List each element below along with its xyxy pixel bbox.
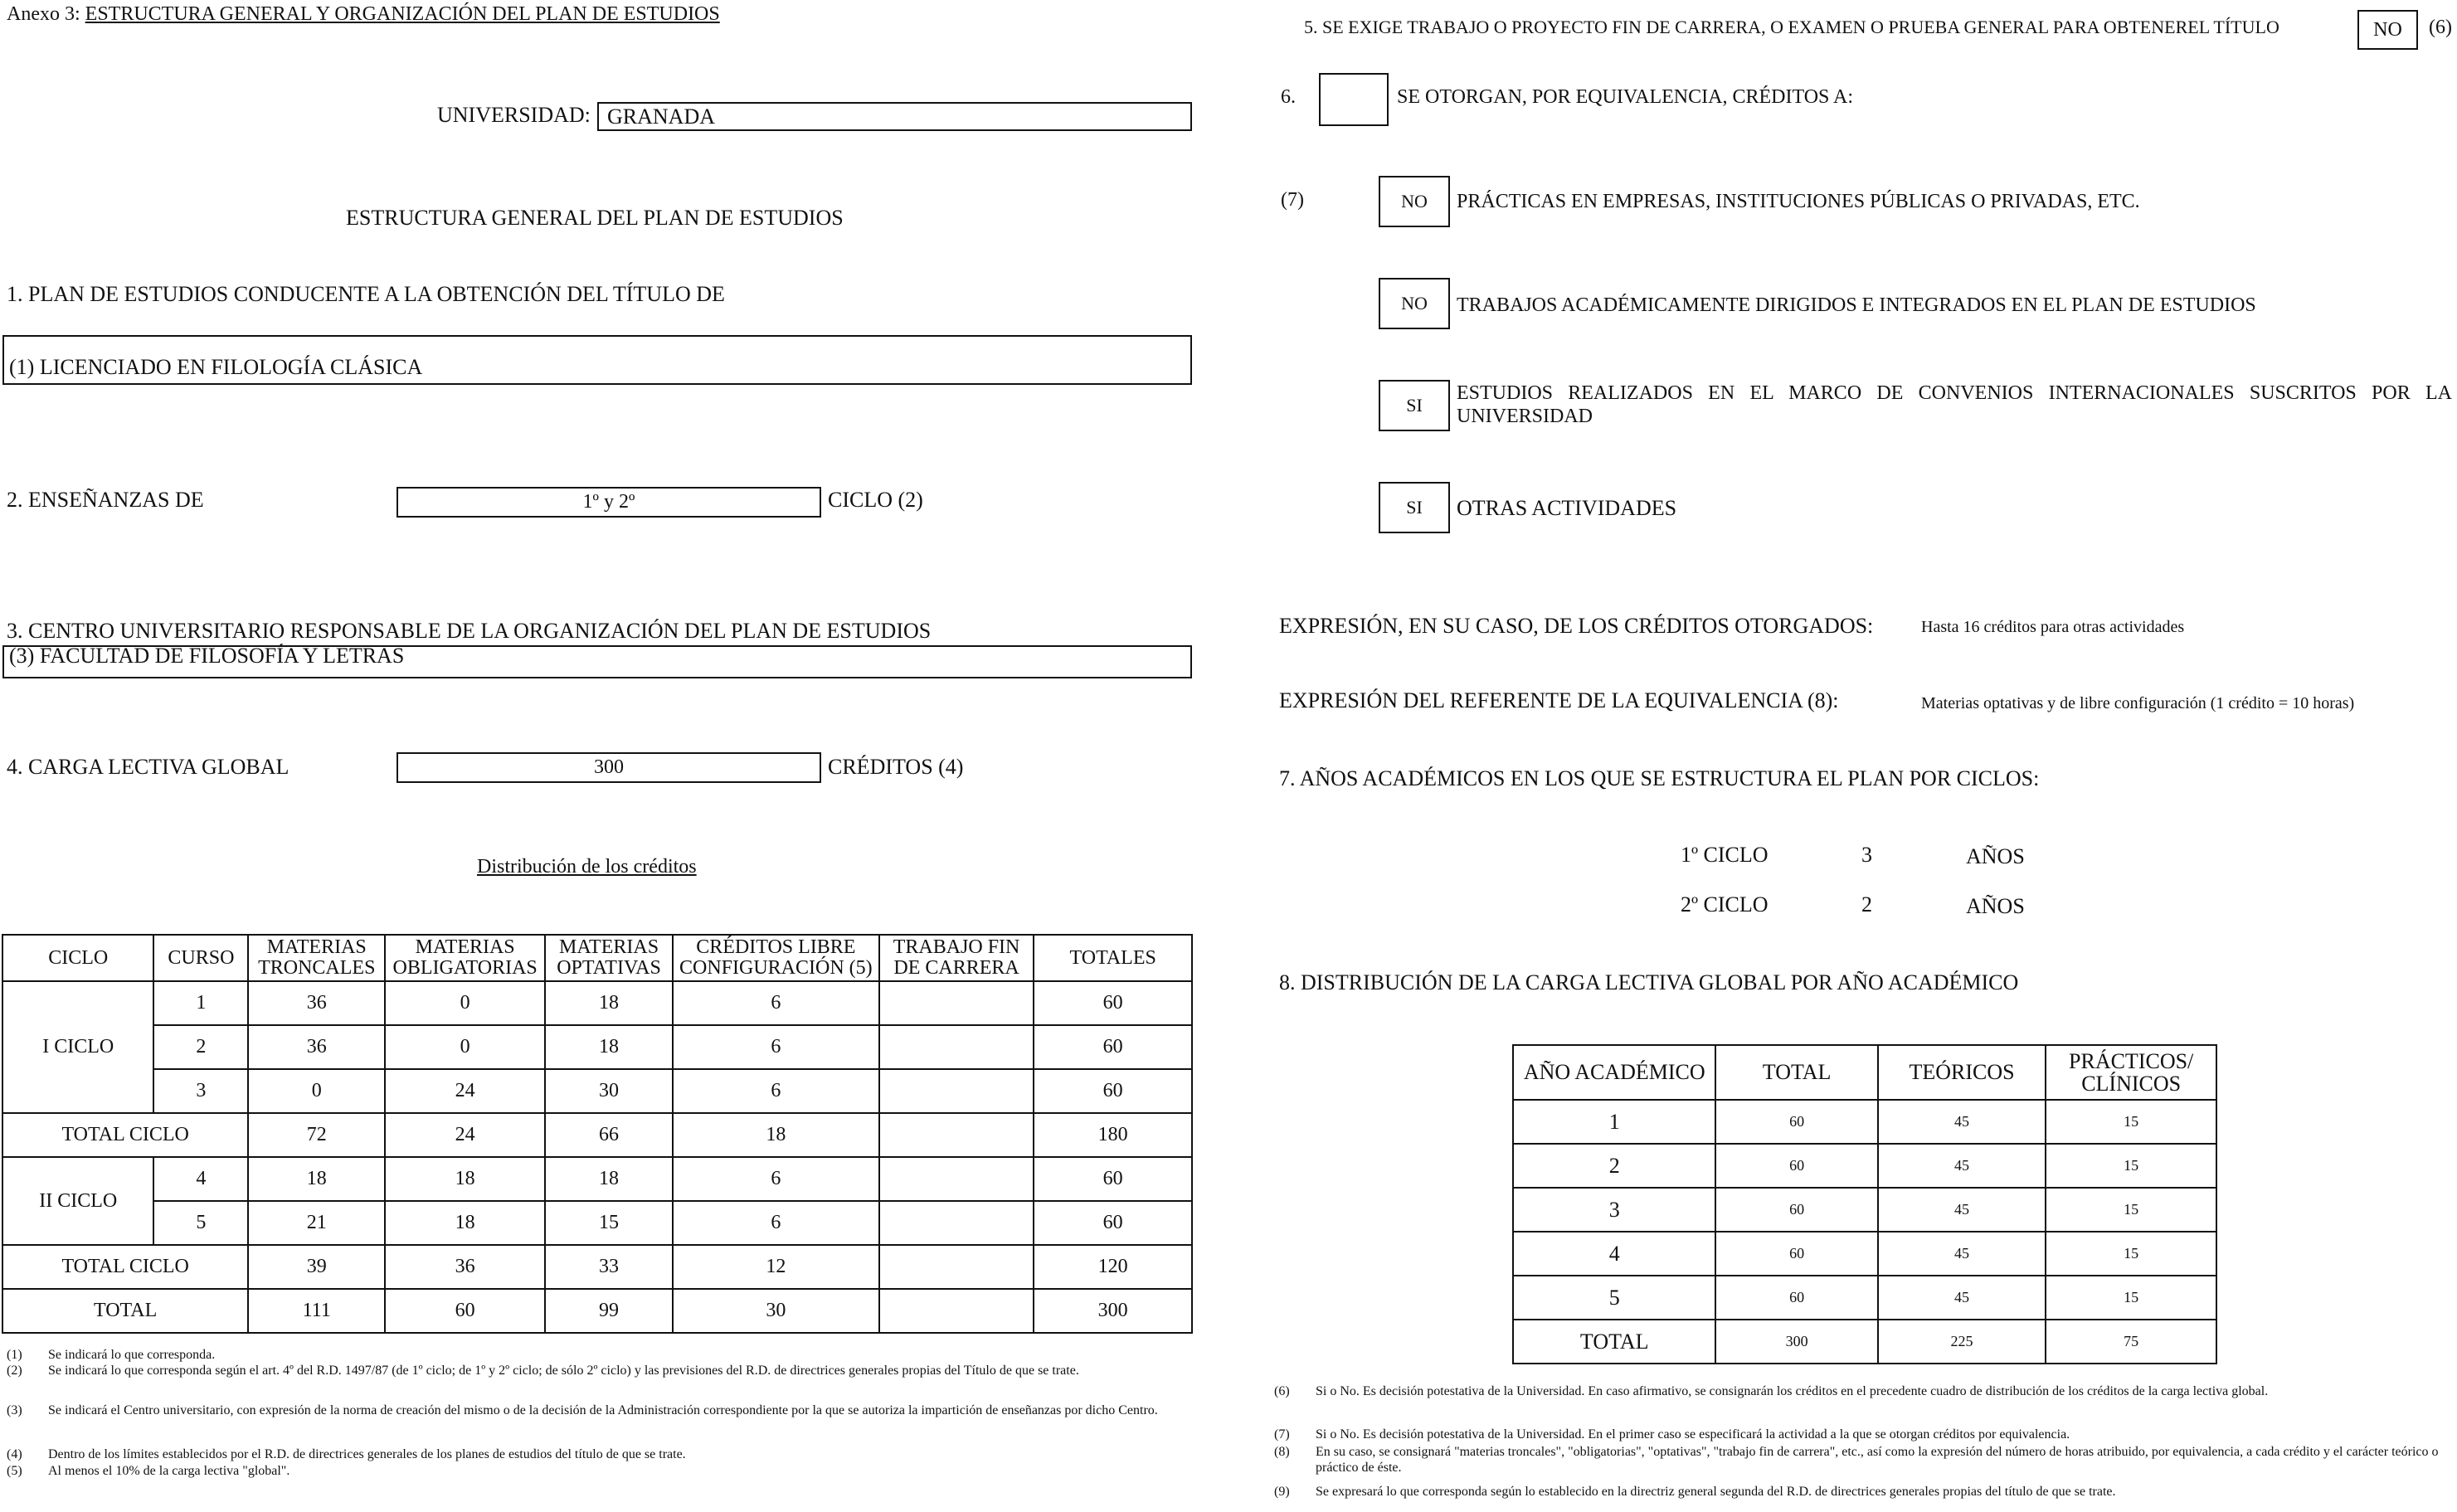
cell: 18	[545, 981, 673, 1025]
cycle-2-name: 2º CICLO	[1681, 892, 1769, 916]
section-title: ESTRUCTURA GENERAL DEL PLAN DE ESTUDIOS	[346, 206, 844, 230]
cell: 18	[545, 1025, 673, 1069]
cell: 45	[1878, 1144, 2046, 1188]
cell: 45	[1878, 1276, 2046, 1320]
cell: 60	[1715, 1100, 1877, 1144]
table-header-row	[1513, 1045, 2216, 1100]
col-ano-academico: AÑO ACADÉMICO	[1513, 1045, 1715, 1100]
cell: 45	[1878, 1100, 2046, 1144]
footnote-num: (5)	[7, 1464, 22, 1478]
cell: 120	[1034, 1245, 1192, 1289]
cell: 3	[153, 1069, 248, 1113]
cell: 2	[153, 1025, 248, 1069]
creditos-table	[2, 934, 1193, 1334]
q3-label: 3. CENTRO UNIVERSITARIO RESPONSABLE DE LA ORGANIZACIÓN DEL PLAN DE ESTUDIOS	[7, 619, 932, 643]
total-ciclo-label: TOTAL CICLO	[2, 1245, 248, 1289]
q2-label: 2. ENSEÑANZAS DE	[7, 488, 204, 512]
table-row	[1513, 1276, 2216, 1320]
footnote-num: (2)	[7, 1364, 22, 1378]
cell	[879, 981, 1034, 1025]
exp2-value: Materias optativas y de libre configuración (1 crédito = 10 horas)	[1921, 694, 2355, 712]
footnote	[7, 1363, 1185, 1396]
cell: 24	[385, 1113, 545, 1157]
col-ciclo: CICLO	[2, 935, 153, 981]
total-ciclo-label: TOTAL CICLO	[2, 1113, 248, 1157]
col-practicos: PRÁCTICOS/ CLÍNICOS	[2046, 1045, 2216, 1100]
footnote	[7, 1463, 1185, 1480]
col-troncales: MATERIAS TRONCALES	[248, 935, 385, 981]
footnote-num: (3)	[7, 1403, 22, 1417]
cell: 39	[248, 1245, 385, 1289]
cell: 30	[673, 1289, 879, 1333]
table-row	[2, 981, 1192, 1025]
cell: 60	[1715, 1144, 1877, 1188]
option-practicas-box[interactable]: NO	[1379, 176, 1450, 227]
col-obligatorias: MATERIAS OBLIGATORIAS	[385, 935, 545, 981]
cycle-1-unit: AÑOS	[1966, 844, 2025, 868]
cell: 36	[385, 1245, 545, 1289]
cell: 60	[1715, 1276, 1877, 1320]
option-otras-box[interactable]: SI	[1379, 482, 1450, 533]
footnote-text: Si o No. Es decisión potestativa de la Universidad. En caso afirmativo, se consignarán los créditos en el precedente cuadro de distribución de los créditos de la carga lectiva global.	[1316, 1384, 2269, 1398]
cell	[879, 1025, 1034, 1069]
footnote-text: Se expresará lo que corresponda según lo establecido en la directriz general segunda del R.D. de directrices generales propias del título de que se trate.	[1316, 1485, 2116, 1499]
total-label: TOTAL	[2, 1289, 248, 1333]
cell: 45	[1878, 1188, 2046, 1232]
cell: 5	[1513, 1276, 1715, 1320]
option-estudios-box[interactable]: SI	[1379, 380, 1450, 431]
option-estudios-label: ESTUDIOS REALIZADOS EN EL MARCO DE CONVENIOS INTERNACIONALES SUSCRITOS POR LA UNIVERSIDAD	[1457, 382, 2452, 427]
table-row	[1513, 1100, 2216, 1144]
footnote-text: Al menos el 10% de la carga lectiva "global".	[48, 1464, 290, 1478]
cell: 6	[673, 1201, 879, 1245]
q6-num: 6.	[1281, 86, 1296, 108]
cell: 6	[673, 981, 879, 1025]
q2-suffix: CICLO (2)	[828, 488, 923, 512]
table-row	[1513, 1232, 2216, 1276]
footnote	[1274, 1444, 2450, 1477]
cell: 18	[673, 1113, 879, 1157]
cycle-2-unit: AÑOS	[1966, 894, 2025, 918]
q1-title-field[interactable]: (1) LICENCIADO EN FILOLOGÍA CLÁSICA	[2, 335, 1192, 385]
q5-suffix: (6)	[2429, 17, 2452, 38]
ciclo1-label: I CICLO	[2, 981, 153, 1113]
table-row	[2, 1025, 1192, 1069]
footnote-num: (9)	[1274, 1485, 1290, 1499]
table-row	[2, 1201, 1192, 1245]
footnote-num: (4)	[7, 1447, 22, 1461]
cell: 15	[2046, 1232, 2216, 1276]
universidad-label: UNIVERSIDAD:	[437, 103, 591, 127]
cell: 60	[1034, 981, 1192, 1025]
cell: 60	[385, 1289, 545, 1333]
cell	[879, 1201, 1034, 1245]
universidad-field[interactable]: GRANADA	[597, 102, 1192, 131]
cell: 0	[385, 981, 545, 1025]
cell: 36	[248, 1025, 385, 1069]
footnote-text: Se indicará lo que corresponda según el art. 4º del R.D. 1497/87 (de 1º ciclo; de 1º y 2º ciclo; de sólo 2º ciclo) y las previsiones del R.D. de directrices generales propias del Título de que se trate.	[48, 1364, 1079, 1378]
cell: 21	[248, 1201, 385, 1245]
cell: 4	[1513, 1232, 1715, 1276]
cycle-1-years: 3	[1861, 843, 1872, 867]
footnote-num: (6)	[1274, 1384, 1290, 1398]
q4-carga-field[interactable]: 300	[397, 752, 821, 783]
cycle-1-name: 1º CICLO	[1681, 843, 1769, 867]
cell: 60	[1715, 1232, 1877, 1276]
total-row	[1513, 1320, 2216, 1364]
dist-title: Distribución de los créditos	[477, 856, 697, 878]
cell: 111	[248, 1289, 385, 1333]
q1-label: 1. PLAN DE ESTUDIOS CONDUCENTE A LA OBTENCIÓN DEL TÍTULO DE	[7, 282, 725, 306]
cell: 30	[545, 1069, 673, 1113]
cell: 36	[248, 981, 385, 1025]
exp1-label: EXPRESIÓN, EN SU CASO, DE LOS CRÉDITOS OTORGADOS:	[1279, 614, 1874, 638]
cell: 60	[1034, 1157, 1192, 1201]
exp1-value: Hasta 16 créditos para otras actividades	[1921, 618, 2185, 636]
cell: 15	[2046, 1144, 2216, 1188]
cell: 66	[545, 1113, 673, 1157]
cell: 60	[1034, 1069, 1192, 1113]
total-ciclo-row	[2, 1245, 1192, 1289]
q4-suffix: CRÉDITOS (4)	[828, 755, 964, 779]
cell: 300	[1715, 1320, 1877, 1364]
footnote-text: Si o No. Es decisión potestativa de la Universidad. En el primer caso se especificará la actividad a la que se otorgan créditos por equivalencia.	[1316, 1427, 2070, 1442]
cell: 0	[248, 1069, 385, 1113]
option-otras-label: OTRAS ACTIVIDADES	[1457, 496, 1677, 520]
annex-title: ESTRUCTURA GENERAL Y ORGANIZACIÓN DEL PLAN DE ESTUDIOS	[85, 3, 720, 25]
cell: 18	[385, 1157, 545, 1201]
q8-label: 8. DISTRIBUCIÓN DE LA CARGA LECTIVA GLOBAL POR AÑO ACADÉMICO	[1279, 970, 2019, 994]
cell: 4	[153, 1157, 248, 1201]
footnote	[7, 1347, 1185, 1364]
col-trabajo-fin: TRABAJO FIN DE CARRERA	[879, 935, 1034, 981]
cell	[879, 1289, 1034, 1333]
footnote	[7, 1446, 1185, 1463]
q6-label: SE OTORGAN, POR EQUIVALENCIA, CRÉDITOS A:	[1397, 86, 1854, 108]
footnote	[7, 1403, 1185, 1436]
cell: 15	[2046, 1100, 2216, 1144]
cell	[879, 1113, 1034, 1157]
footnote-num: (1)	[7, 1348, 22, 1362]
footnote-text: Dentro de los límites establecidos por el R.D. de directrices generales de los planes de estudios del título de que se trate.	[48, 1447, 686, 1461]
carga-anual-table	[1512, 1044, 2217, 1364]
cell: 6	[673, 1157, 879, 1201]
footnote-text: Se indicará el Centro universitario, con expresión de la norma de creación del mismo o de la decisión de la Administración correspondiente por la que se autoriza la impartición de enseñanzas por dicho Centro.	[48, 1403, 1158, 1417]
q3-centro-field[interactable]: (3) FACULTAD DE FILOSOFÍA Y LETRAS	[2, 645, 1192, 678]
cycle-2-years: 2	[1861, 892, 1872, 916]
cell: 45	[1878, 1232, 2046, 1276]
cell: 75	[2046, 1320, 2216, 1364]
annex-prefix: Anexo 3:	[7, 3, 80, 25]
table-row	[1513, 1188, 2216, 1232]
footnote-text: Se indicará lo que corresponda.	[48, 1348, 216, 1362]
exp2-label: EXPRESIÓN DEL REFERENTE DE LA EQUIVALENCIA (8):	[1279, 688, 1839, 712]
cell: 18	[248, 1157, 385, 1201]
footnote	[1274, 1383, 2450, 1417]
cell: 6	[673, 1069, 879, 1113]
option-trabajos-box[interactable]: NO	[1379, 278, 1450, 329]
cell: 300	[1034, 1289, 1192, 1333]
q2-cycle-field[interactable]: 1º y 2º	[397, 487, 821, 518]
col-teoricos: TEÓRICOS	[1878, 1045, 2046, 1100]
cell: 0	[385, 1025, 545, 1069]
q4-label: 4. CARGA LECTIVA GLOBAL	[7, 755, 289, 779]
q5-label: 5. SE EXIGE TRABAJO O PROYECTO FIN DE CARRERA, O EXAMEN O PRUEBA GENERAL PARA OBTENEREL TÍTULO	[1304, 17, 2279, 37]
cell: 1	[153, 981, 248, 1025]
cell: 225	[1878, 1320, 2046, 1364]
col-totales: TOTALES	[1034, 935, 1192, 981]
footnote	[1274, 1484, 2450, 1500]
cell: 2	[1513, 1144, 1715, 1188]
cell: 72	[248, 1113, 385, 1157]
cell: 180	[1034, 1113, 1192, 1157]
cell: 60	[1034, 1201, 1192, 1245]
col-libre-config: CRÉDITOS LIBRE CONFIGURACIÓN (5)	[673, 935, 879, 981]
total-label: TOTAL	[1513, 1320, 1715, 1364]
q5-value-box[interactable]: NO	[2357, 10, 2418, 50]
cell	[879, 1069, 1034, 1113]
cell: 6	[673, 1025, 879, 1069]
table-row	[2, 1069, 1192, 1113]
cell: 1	[1513, 1100, 1715, 1144]
col-curso: CURSO	[153, 935, 248, 981]
footnote-num: (7)	[1274, 1427, 1290, 1442]
cell: 15	[545, 1201, 673, 1245]
total-row	[2, 1289, 1192, 1333]
cell: 18	[385, 1201, 545, 1245]
cell: 15	[2046, 1276, 2216, 1320]
q7-label: 7. AÑOS ACADÉMICOS EN LOS QUE SE ESTRUCTURA EL PLAN POR CICLOS:	[1279, 766, 2040, 790]
col-optativas: MATERIAS OPTATIVAS	[545, 935, 673, 981]
cell: 99	[545, 1289, 673, 1333]
cell: 12	[673, 1245, 879, 1289]
cell	[879, 1157, 1034, 1201]
cell: 60	[1715, 1188, 1877, 1232]
cell: 15	[2046, 1188, 2216, 1232]
footnote-num: (8)	[1274, 1445, 1290, 1459]
q6-value-box[interactable]	[1319, 73, 1389, 126]
cell	[879, 1245, 1034, 1289]
q6-ref: (7)	[1281, 189, 1304, 211]
option-trabajos-label: TRABAJOS ACADÉMICAMENTE DIRIGIDOS E INTEGRADOS EN EL PLAN DE ESTUDIOS	[1457, 294, 2256, 316]
total-ciclo-row	[2, 1113, 1192, 1157]
cell: 3	[1513, 1188, 1715, 1232]
cell: 33	[545, 1245, 673, 1289]
table-row	[1513, 1144, 2216, 1188]
cell: 24	[385, 1069, 545, 1113]
col-total: TOTAL	[1715, 1045, 1877, 1100]
cell: 60	[1034, 1025, 1192, 1069]
cell: 5	[153, 1201, 248, 1245]
table-row	[2, 1157, 1192, 1201]
ciclo2-label: II CICLO	[2, 1157, 153, 1245]
footnote	[1274, 1427, 2450, 1443]
option-practicas-label: PRÁCTICAS EN EMPRESAS, INSTITUCIONES PÚBLICAS O PRIVADAS, ETC.	[1457, 191, 2140, 212]
cell: 18	[545, 1157, 673, 1201]
annex-heading	[7, 3, 720, 26]
footnote-text: En su caso, se consignará "materias troncales", "obligatorias", "optativas", "trabajo fin de carrera", etc., así como la expresión del número de horas atribuido, por equivalencia, a cada crédito y el carácter teórico o práctico de éste.	[1316, 1445, 2439, 1475]
table-header-row	[2, 935, 1192, 981]
